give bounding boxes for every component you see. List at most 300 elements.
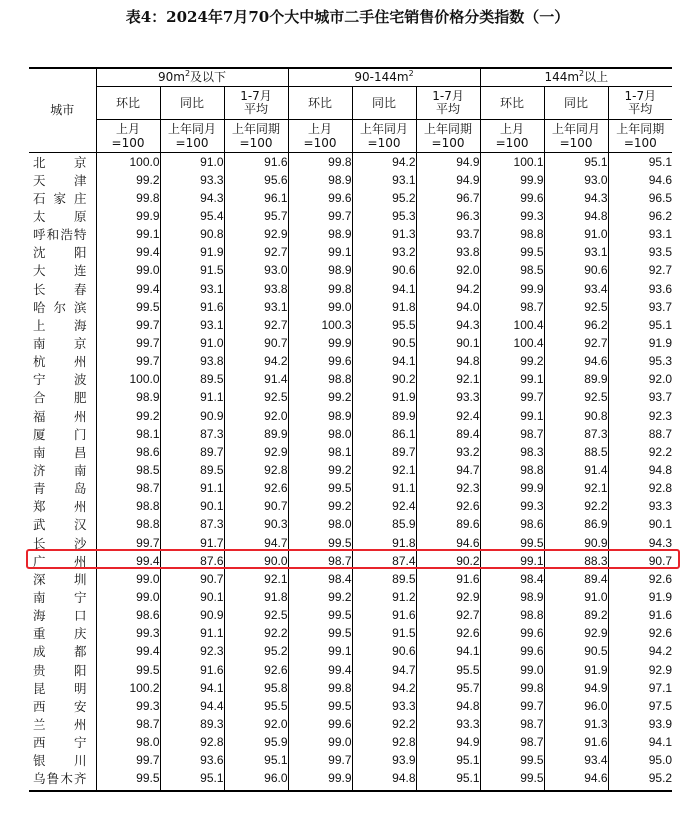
group-header-large: $144m^2$以上	[480, 68, 672, 87]
index-value: 99.6	[480, 189, 544, 207]
index-value: 95.7	[224, 207, 288, 225]
city-name: 兰州	[33, 716, 87, 732]
index-value: 98.5	[480, 262, 544, 280]
last-year-period-base: 上年同期 =100	[224, 120, 288, 153]
index-value: 93.5	[608, 244, 672, 262]
index-value: 94.8	[416, 697, 480, 715]
index-value: 87.3	[160, 425, 224, 443]
index-value: 90.8	[160, 226, 224, 244]
city-name: 西安	[33, 698, 87, 714]
index-value: 99.2	[96, 171, 160, 189]
index-value: 91.6	[160, 661, 224, 679]
index-value: 91.9	[352, 389, 416, 407]
index-value: 89.9	[352, 407, 416, 425]
index-value: 98.7	[480, 298, 544, 316]
index-value: 98.1	[96, 425, 160, 443]
index-value: 98.4	[288, 570, 352, 588]
city-column-header: 城市	[29, 68, 96, 153]
index-value: 94.1	[352, 353, 416, 371]
index-value: 95.1	[608, 316, 672, 334]
table-row	[29, 280, 672, 298]
index-value: 99.8	[288, 280, 352, 298]
index-value: 97.1	[608, 679, 672, 697]
last-month-base: 上月 =100	[96, 120, 160, 153]
index-value: 99.8	[288, 679, 352, 697]
index-value: 95.2	[608, 770, 672, 791]
index-value: 99.9	[288, 770, 352, 791]
index-value: 100.1	[480, 153, 544, 172]
table-row	[29, 262, 672, 280]
index-value: 94.0	[416, 298, 480, 316]
index-value: 99.8	[96, 189, 160, 207]
index-value: 94.1	[608, 734, 672, 752]
index-value: 95.1	[224, 752, 288, 770]
index-value: 93.1	[224, 298, 288, 316]
index-value: 91.4	[544, 461, 608, 479]
city-name: 北京	[33, 154, 87, 170]
index-value: 95.3	[608, 353, 672, 371]
index-value: 96.3	[416, 207, 480, 225]
index-value: 92.1	[224, 570, 288, 588]
mom-header: 环比	[96, 87, 160, 120]
index-value: 99.3	[96, 625, 160, 643]
index-value: 90.7	[160, 570, 224, 588]
index-value: 94.7	[224, 534, 288, 552]
index-value: 92.6	[416, 625, 480, 643]
index-value: 99.3	[480, 207, 544, 225]
index-value: 91.9	[544, 661, 608, 679]
table-title: 表4：2024年7月70个大中城市二手住宅销售价格分类指数（一）	[125, 8, 570, 26]
index-value: 92.1	[544, 480, 608, 498]
index-value: 96.2	[608, 207, 672, 225]
table-row	[29, 570, 672, 588]
index-value: 99.5	[288, 480, 352, 498]
index-value: 94.2	[224, 353, 288, 371]
index-value: 95.1	[416, 752, 480, 770]
index-value: 92.6	[608, 625, 672, 643]
index-value: 90.1	[416, 334, 480, 352]
index-value: 100.4	[480, 334, 544, 352]
index-value: 87.6	[160, 552, 224, 570]
index-value: 99.9	[288, 334, 352, 352]
index-value: 89.3	[160, 715, 224, 733]
city-name: 广州	[33, 553, 87, 569]
index-value: 94.4	[160, 697, 224, 715]
index-value: 98.6	[480, 516, 544, 534]
index-value: 92.4	[352, 498, 416, 516]
table-row	[29, 679, 672, 697]
city-name: 武汉	[33, 517, 87, 533]
index-value: 99.5	[288, 607, 352, 625]
index-value: 85.9	[352, 516, 416, 534]
index-value: 93.1	[544, 244, 608, 262]
index-value: 94.8	[416, 353, 480, 371]
index-value: 89.4	[416, 425, 480, 443]
index-value: 99.4	[96, 280, 160, 298]
index-value: 99.9	[480, 171, 544, 189]
group-header-medium: $90-144m^2$	[288, 68, 480, 87]
index-value: 99.1	[480, 552, 544, 570]
index-value: 92.5	[544, 298, 608, 316]
table-row	[29, 588, 672, 606]
city-name: 宁波	[33, 372, 87, 388]
index-value: 99.7	[96, 334, 160, 352]
index-value: 92.8	[224, 461, 288, 479]
index-value: 98.8	[480, 607, 544, 625]
table-row	[29, 752, 672, 770]
table-row	[29, 661, 672, 679]
index-value: 99.1	[480, 407, 544, 425]
last-month-base: 上月 =100	[480, 120, 544, 153]
index-value: 95.5	[416, 661, 480, 679]
index-value: 99.6	[288, 353, 352, 371]
table-row	[29, 734, 672, 752]
index-value: 99.7	[96, 752, 160, 770]
index-value: 90.0	[224, 552, 288, 570]
index-value: 95.8	[224, 679, 288, 697]
index-value: 91.3	[544, 715, 608, 733]
index-value: 92.3	[160, 643, 224, 661]
index-value: 98.9	[288, 407, 352, 425]
index-value: 95.1	[544, 153, 608, 172]
index-value: 94.7	[352, 661, 416, 679]
index-value: 92.7	[544, 334, 608, 352]
city-name: 哈尔滨	[33, 299, 87, 315]
index-value: 95.5	[224, 697, 288, 715]
index-value: 91.3	[352, 226, 416, 244]
index-value: 95.3	[352, 207, 416, 225]
index-value: 99.4	[96, 552, 160, 570]
index-value: 94.3	[416, 316, 480, 334]
index-value: 91.8	[224, 588, 288, 606]
index-value: 94.8	[352, 770, 416, 791]
table-row	[29, 461, 672, 479]
index-value: 99.2	[288, 498, 352, 516]
index-value: 99.0	[480, 661, 544, 679]
index-value: 98.8	[288, 371, 352, 389]
table-row	[29, 498, 672, 516]
index-value: 93.9	[352, 752, 416, 770]
city-name: 南京	[33, 335, 87, 351]
table-row	[29, 389, 672, 407]
index-value: 89.2	[544, 607, 608, 625]
index-value: 89.9	[544, 371, 608, 389]
index-value: 94.2	[416, 280, 480, 298]
index-value: 100.3	[288, 316, 352, 334]
city-name: 沈阳	[33, 245, 87, 261]
index-value: 99.4	[96, 244, 160, 262]
index-value: 91.0	[160, 334, 224, 352]
index-value: 99.5	[480, 770, 544, 791]
index-value: 93.8	[416, 244, 480, 262]
index-value: 86.9	[544, 516, 608, 534]
index-value: 90.1	[160, 498, 224, 516]
index-value: 99.8	[288, 153, 352, 172]
index-value: 98.1	[288, 443, 352, 461]
group-header-small: $90m^2$及以下	[96, 68, 288, 87]
index-value: 98.0	[96, 734, 160, 752]
index-value: 95.5	[352, 316, 416, 334]
index-value: 91.9	[608, 334, 672, 352]
index-value: 98.9	[288, 226, 352, 244]
index-value: 92.2	[608, 443, 672, 461]
index-value: 99.0	[288, 298, 352, 316]
index-value: 91.1	[160, 625, 224, 643]
index-value: 98.7	[96, 715, 160, 733]
index-value: 93.3	[352, 697, 416, 715]
mom-header: 环比	[288, 87, 352, 120]
index-value: 99.2	[288, 461, 352, 479]
index-value: 98.3	[480, 443, 544, 461]
index-value: 98.6	[96, 607, 160, 625]
city-name: 厦门	[33, 426, 87, 442]
last-year-month-base: 上年同月 =100	[352, 120, 416, 153]
index-value: 94.3	[160, 189, 224, 207]
index-value: 92.7	[416, 607, 480, 625]
index-value: 94.2	[608, 643, 672, 661]
index-value: 91.8	[352, 298, 416, 316]
index-value: 91.0	[160, 153, 224, 172]
index-value: 86.1	[352, 425, 416, 443]
index-value: 99.5	[96, 770, 160, 791]
index-value: 93.0	[544, 171, 608, 189]
city-name: 乌鲁木齐	[33, 771, 87, 787]
index-value: 98.9	[96, 389, 160, 407]
index-value: 91.0	[544, 588, 608, 606]
index-value: 89.6	[416, 516, 480, 534]
index-value: 99.8	[480, 679, 544, 697]
index-value: 94.3	[608, 534, 672, 552]
city-name: 青岛	[33, 481, 87, 497]
index-value: 92.5	[224, 607, 288, 625]
index-value: 96.2	[544, 316, 608, 334]
index-value: 99.6	[480, 625, 544, 643]
index-value: 94.9	[416, 171, 480, 189]
index-value: 91.5	[160, 262, 224, 280]
index-value: 94.6	[416, 534, 480, 552]
city-name: 杭州	[33, 354, 87, 370]
table-row	[29, 516, 672, 534]
index-value: 99.9	[96, 207, 160, 225]
index-value: 95.1	[416, 770, 480, 791]
index-value: 96.7	[416, 189, 480, 207]
index-value: 95.0	[608, 752, 672, 770]
last-month-base: 上月 =100	[288, 120, 352, 153]
table-row	[29, 607, 672, 625]
city-name: 重庆	[33, 626, 87, 642]
index-value: 95.4	[160, 207, 224, 225]
table-row	[29, 226, 672, 244]
index-value: 93.8	[224, 280, 288, 298]
table-row	[29, 770, 672, 791]
index-value: 100.0	[96, 371, 160, 389]
index-value: 93.7	[608, 298, 672, 316]
index-value: 89.9	[224, 425, 288, 443]
index-value: 92.9	[416, 588, 480, 606]
index-value: 87.4	[352, 552, 416, 570]
index-value: 90.7	[608, 552, 672, 570]
index-value: 99.6	[288, 715, 352, 733]
highlight-box-changsha	[26, 549, 680, 569]
index-value: 92.7	[224, 244, 288, 262]
last-year-period-base: 上年同期 =100	[416, 120, 480, 153]
city-name: 石家庄	[33, 190, 87, 206]
index-value: 90.8	[544, 407, 608, 425]
table-row	[29, 407, 672, 425]
mom-header: 环比	[480, 87, 544, 120]
city-name: 南宁	[33, 589, 87, 605]
table-row	[29, 371, 672, 389]
index-value: 92.4	[416, 407, 480, 425]
index-value: 90.6	[544, 262, 608, 280]
index-value: 98.7	[480, 734, 544, 752]
table-row	[29, 353, 672, 371]
index-value: 92.7	[224, 316, 288, 334]
index-value: 100.0	[96, 153, 160, 172]
index-value: 99.4	[288, 661, 352, 679]
index-value: 99.1	[288, 244, 352, 262]
index-value: 98.8	[96, 498, 160, 516]
index-value: 95.2	[352, 189, 416, 207]
index-value: 97.5	[608, 697, 672, 715]
table-row	[29, 171, 672, 189]
city-name: 成都	[33, 644, 87, 660]
index-value: 88.7	[608, 425, 672, 443]
index-value: 94.9	[416, 734, 480, 752]
index-value: 100.2	[96, 679, 160, 697]
index-value: 92.6	[608, 570, 672, 588]
index-value: 98.8	[96, 516, 160, 534]
index-value: 99.5	[288, 625, 352, 643]
index-value: 99.0	[96, 570, 160, 588]
ytd-avg-header: 1-7月 平均	[224, 87, 288, 120]
index-value: 95.1	[160, 770, 224, 791]
table-header	[29, 68, 672, 153]
index-value: 99.3	[96, 697, 160, 715]
index-value: 93.1	[160, 280, 224, 298]
index-value: 99.7	[288, 207, 352, 225]
index-value: 94.6	[544, 353, 608, 371]
index-value: 98.7	[480, 715, 544, 733]
index-value: 92.5	[544, 389, 608, 407]
index-value: 96.5	[608, 189, 672, 207]
index-value: 98.7	[480, 425, 544, 443]
index-value: 92.8	[352, 734, 416, 752]
index-value: 99.7	[96, 353, 160, 371]
index-value: 93.6	[608, 280, 672, 298]
index-value: 99.7	[96, 316, 160, 334]
price-index-table	[29, 67, 672, 792]
index-value: 93.4	[544, 280, 608, 298]
ytd-avg-header: 1-7月 平均	[416, 87, 480, 120]
index-value: 93.1	[352, 171, 416, 189]
index-value: 93.6	[160, 752, 224, 770]
index-value: 92.9	[224, 443, 288, 461]
index-value: 92.9	[224, 226, 288, 244]
index-value: 99.0	[288, 734, 352, 752]
index-value: 89.5	[160, 461, 224, 479]
index-value: 91.0	[544, 226, 608, 244]
index-value: 100.4	[480, 316, 544, 334]
index-value: 93.3	[160, 171, 224, 189]
table-row	[29, 153, 672, 172]
index-value: 92.0	[224, 715, 288, 733]
index-value: 95.9	[224, 734, 288, 752]
index-value: 92.0	[416, 262, 480, 280]
index-value: 93.1	[608, 226, 672, 244]
index-value: 99.2	[288, 389, 352, 407]
yoy-header: 同比	[544, 87, 608, 120]
index-value: 93.1	[160, 316, 224, 334]
index-value: 95.2	[224, 643, 288, 661]
index-value: 99.2	[96, 407, 160, 425]
index-value: 93.3	[416, 389, 480, 407]
index-value: 90.3	[224, 516, 288, 534]
index-value: 98.9	[480, 588, 544, 606]
index-value: 94.9	[544, 679, 608, 697]
city-name: 南昌	[33, 444, 87, 460]
table-row	[29, 697, 672, 715]
index-value: 92.0	[224, 407, 288, 425]
table-row	[29, 298, 672, 316]
index-value: 89.5	[352, 570, 416, 588]
index-value: 98.7	[96, 480, 160, 498]
index-value: 92.8	[160, 734, 224, 752]
index-value: 95.6	[224, 171, 288, 189]
index-value: 91.1	[160, 480, 224, 498]
index-value: 92.2	[544, 498, 608, 516]
index-value: 99.1	[288, 643, 352, 661]
index-value: 95.1	[608, 153, 672, 172]
index-value: 93.9	[608, 715, 672, 733]
index-value: 93.8	[160, 353, 224, 371]
index-value: 94.6	[608, 171, 672, 189]
index-value: 90.9	[160, 407, 224, 425]
index-value: 94.3	[544, 189, 608, 207]
index-value: 99.1	[96, 226, 160, 244]
index-value: 99.9	[480, 480, 544, 498]
city-name: 银川	[33, 753, 87, 769]
index-value: 91.8	[352, 534, 416, 552]
last-year-month-base: 上年同月 =100	[544, 120, 608, 153]
index-value: 90.9	[544, 534, 608, 552]
index-value: 99.4	[96, 643, 160, 661]
index-value: 99.3	[480, 498, 544, 516]
index-value: 89.7	[160, 443, 224, 461]
index-value: 93.2	[352, 244, 416, 262]
index-value: 99.6	[288, 189, 352, 207]
index-value: 99.7	[96, 534, 160, 552]
table-row	[29, 480, 672, 498]
table-row	[29, 443, 672, 461]
index-value: 94.6	[544, 770, 608, 791]
index-value: 99.6	[480, 643, 544, 661]
index-value: 99.1	[480, 371, 544, 389]
index-value: 91.9	[160, 244, 224, 262]
index-value: 90.6	[352, 643, 416, 661]
index-value: 98.0	[288, 425, 352, 443]
city-name: 深圳	[33, 571, 87, 587]
last-year-period-base: 上年同期 =100	[608, 120, 672, 153]
table-row	[29, 715, 672, 733]
index-value: 91.4	[224, 371, 288, 389]
index-value: 98.8	[480, 461, 544, 479]
index-value: 92.1	[416, 371, 480, 389]
yoy-header: 同比	[160, 87, 224, 120]
city-name: 海口	[33, 608, 87, 624]
table-row	[29, 425, 672, 443]
index-value: 90.6	[352, 262, 416, 280]
